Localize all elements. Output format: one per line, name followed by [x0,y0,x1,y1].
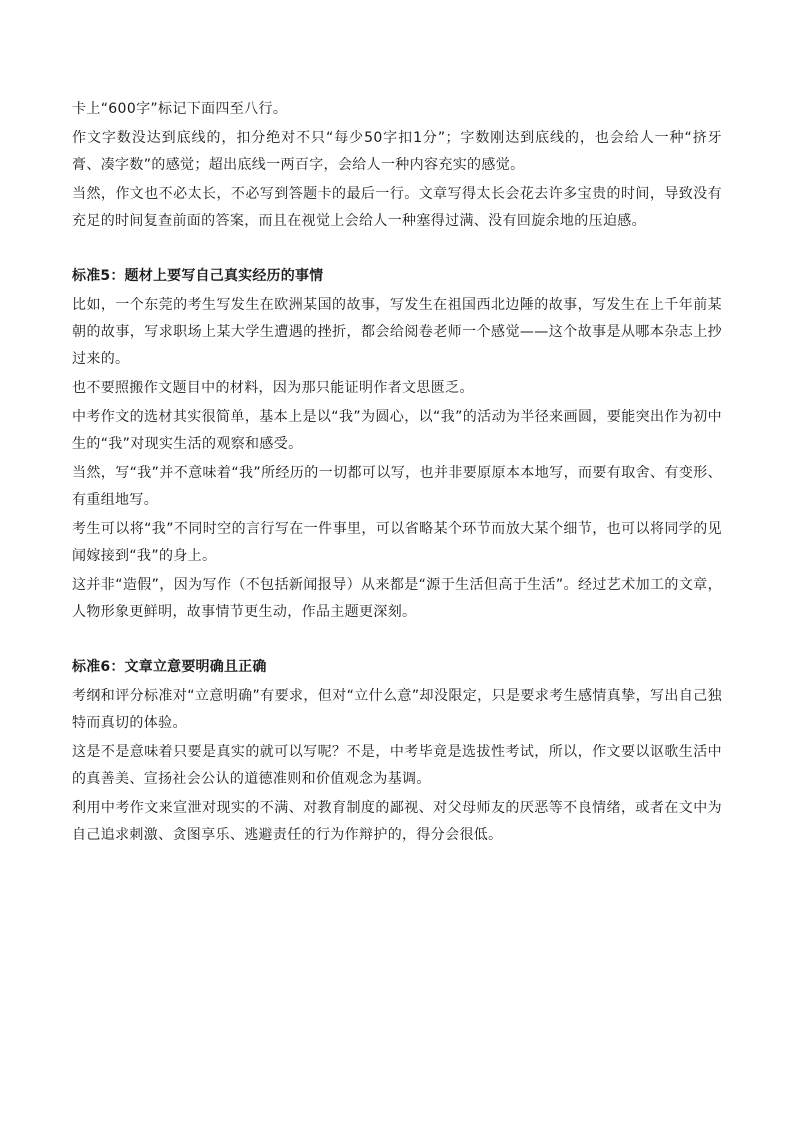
paragraph: 当然，作文也不必太长，不必写到答题卡的最后一行。文章写得太长会花去许多宝贵的时间，导致没有充足的时间复查前面的答案，而且在视觉上会给人一种塞得过满、没有回旋余地的压迫感。 [72,186,722,229]
paragraph: 中考作文的选材其实很简单，基本上是以“我”为圆心，以“我”的活动为半径来画圆，要能突出作为初中生的“我”对现实生活的观察和感受。 [72,409,722,452]
paragraph: 卡上“600字”标记下面四至八行。 [72,101,288,117]
paragraph: 考纲和评分标准对“立意明确”有要求，但对“立什么意”却没限定，只是要求考生感情真挚，写出自己独特而真切的体验。 [72,688,722,731]
paragraph: 考生可以将“我”不同时空的言行写在一件事里，可以省略某个环节而放大某个细节，也可以将同学的见闻嫁接到“我”的身上。 [72,521,722,564]
section-gap [72,237,722,263]
paragraph: 也不要照搬作文题目中的材料，因为那只能证明作者文思匮乏。 [72,380,474,396]
section-gap [72,628,722,654]
paragraph: 比如，一个东莞的考生写发生在欧洲某国的故事，写发生在祖国西北边陲的故事，写发生在上千年前某朝的故事，写求职场上某大学生遭遇的挫折，都会给阅卷老师一个感觉——这个故事是从哪本杂志上抄过来的。 [72,297,722,367]
document-body [72,96,722,851]
paragraph: 利用中考作文来宣泄对现实的不满、对教育制度的鄙视、对父母师友的厌恶等不良情绪，或者在文中为自己追求刺激、贪图享乐、逃避责任的行为作辩护的，得分会很低。 [72,800,722,843]
section-heading: 标准6：文章立意要明确且正确 [72,659,267,675]
paragraph: 作文字数没达到底线的，扣分绝对不只“每少50字扣1分”；字数刚达到底线的，也会给人一种“挤牙膏、凑字数”的感觉；超出底线一两百字，会给人一种内容充实的感觉。 [72,130,722,173]
section-heading: 标准5：题材上要写自己真实经历的事情 [72,268,324,284]
paragraph: 这并非“造假”，因为写作（不包括新闻报导）从来都是“源于生活但高于生活”。经过艺术加工的文章，人物形象更鲜明，故事情节更生动，作品主题更深刻。 [72,577,722,620]
paragraph: 这是不是意味着只要是真实的就可以写呢？不是，中考毕竟是选拔性考试，所以，作文要以讴歌生活中的真善美、宣扬社会公认的道德准则和价值观念为基调。 [72,744,722,787]
paragraph: 当然，写“我”并不意味着“我”所经历的一切都可以写，也并非要原原本本地写，而要有取舍、有变形、有重组地写。 [72,465,722,508]
